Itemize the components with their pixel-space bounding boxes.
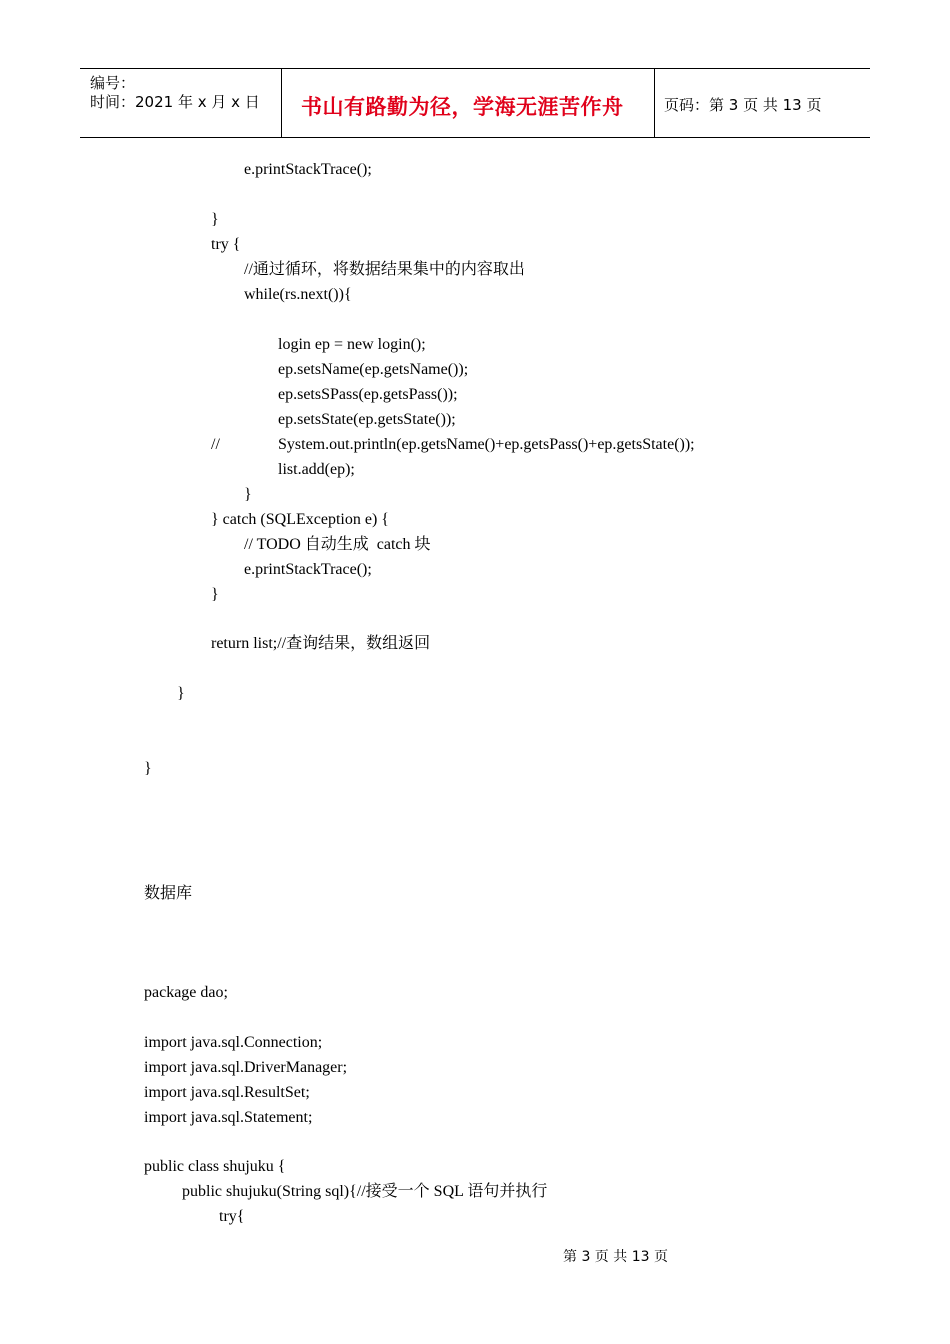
code-line: } catch (SQLException e) {: [211, 511, 389, 528]
code-comment-marker: //: [211, 436, 220, 453]
header-middle-cell: [282, 69, 655, 137]
header-left-cell: [80, 69, 282, 137]
code-line: e.printStackTrace();: [244, 561, 372, 578]
code-line: package dao;: [144, 984, 228, 1001]
code-line: ep.setsName(ep.getsName());: [278, 361, 469, 378]
code-comment: // TODO 自动生成 catch 块: [244, 536, 431, 553]
page-footer: 第 3 页 共 13 页: [563, 1249, 668, 1265]
code-line: return list;//查询结果，数组返回: [211, 635, 431, 652]
code-line: import java.sql.ResultSet;: [144, 1084, 310, 1101]
code-line: import java.sql.Statement;: [144, 1109, 313, 1126]
code-line: }: [211, 211, 219, 228]
code-line: try{: [219, 1208, 245, 1225]
code-line: try {: [211, 236, 241, 253]
code-line: System.out.println(ep.getsName()+ep.getsPass()+ep.getsState());: [278, 436, 695, 453]
code-line: import java.sql.DriverManager;: [144, 1059, 348, 1076]
section-heading: 数据库: [144, 885, 193, 902]
code-line: }: [177, 685, 185, 702]
code-line: }: [211, 586, 219, 603]
code-line: login ep = new login();: [278, 336, 426, 353]
code-line: list.add(ep);: [278, 461, 355, 478]
page-header: [80, 68, 870, 138]
time-label: 时间：2021 年 x 月 x 日: [90, 93, 260, 111]
code-line: public shujuku(String sql){//接受一个 SQL 语句并执行: [182, 1183, 548, 1200]
code-comment: //通过循环，将数据结果集中的内容取出: [244, 261, 525, 278]
code-line: ep.setsState(ep.getsState());: [278, 411, 456, 428]
header-motto: 书山有路勤为径，学海无涯苦作舟: [301, 95, 624, 119]
serial-label: 编号：: [90, 74, 136, 92]
header-page-label: 页码：第 3 页 共 13 页: [664, 96, 822, 114]
code-line: }: [144, 760, 152, 777]
header-right-cell: [655, 69, 870, 137]
code-line: public class shujuku {: [144, 1158, 286, 1175]
code-line: ep.setsSPass(ep.getsPass());: [278, 386, 458, 403]
code-line: while(rs.next()){: [244, 286, 352, 303]
code-line: }: [244, 486, 252, 503]
code-line: e.printStackTrace();: [244, 161, 372, 178]
code-line: import java.sql.Connection;: [144, 1034, 323, 1051]
